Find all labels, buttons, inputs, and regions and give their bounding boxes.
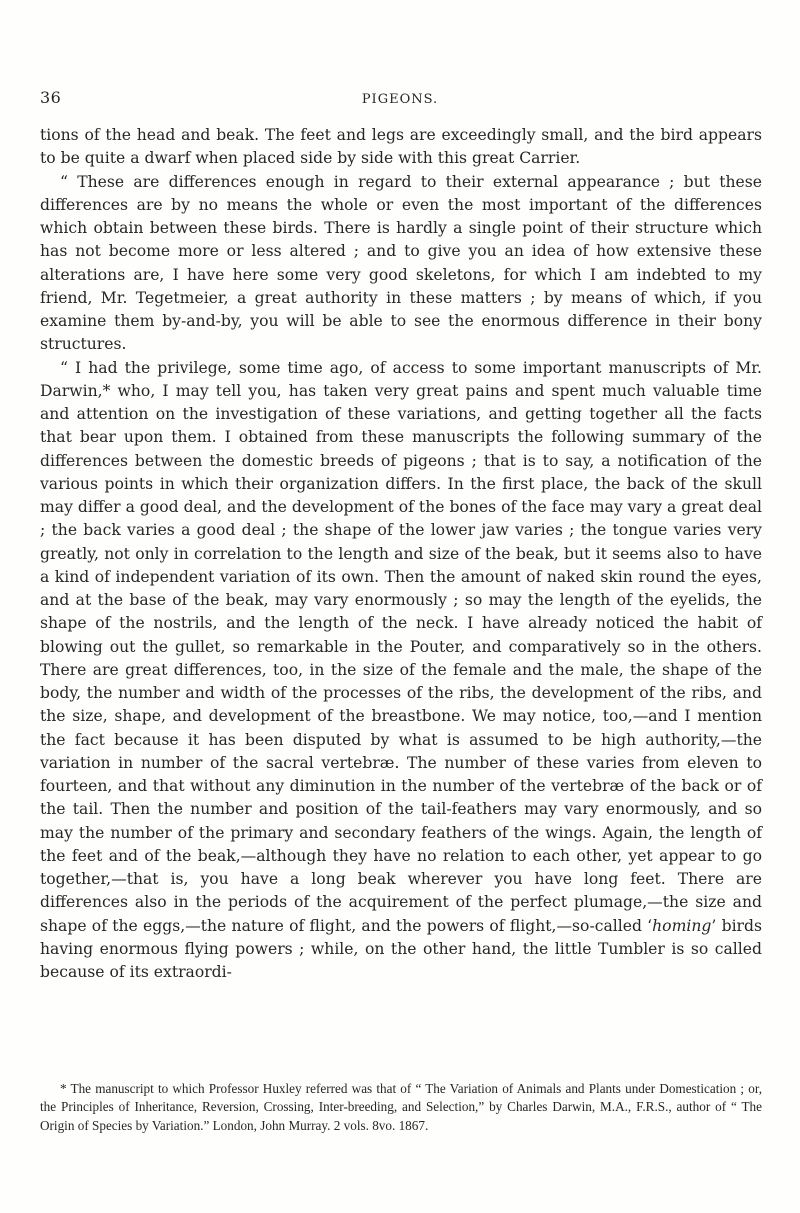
paragraph-differences: “ These are differences enough in regard to their external appearance ; but these differences are by no means the whole or even the most important of the differences which obtain between these birds. There is hardly a single point of their structure which has not become more or less altered ; and to give you an idea of how extensive these alterations are, I have here some very good skeletons, for which I am indebted to my friend, Mr. Tegetmeier, a great authority in these matters ; by means of which, if you examine them by-and-by, you will be able to see the enormous difference in their bony structures. xyxy=(40,172,762,354)
paragraph-text-end: ’ birds having enormous flying powers ; while, on the other hand, the little Tumbler is so called because of its extraordi- xyxy=(40,916,762,981)
paragraph-text: “ I had the privilege, some time ago, of access to some important manuscripts of Mr. Darwin,* who, I may tell you, has taken very great pains and spent much valuable time and attention on the investigation of these variations, and getting together all the facts that bear upon them. I obtained from these manuscripts the following summary of the differences between the domestic breeds of pigeons ; that is to say, a notification of the various points in which their organization differs. In the first place, the back of the skull may differ a good deal, and the development of the bones of the face may vary a great deal ; the back varies a good deal ; the shape of the lower jaw varies ; the tongue varies very greatly, not only in correlation to the length and size of the beak, but it seems also to have a kind of independent variation of its own. Then the amount of naked skin round the eyes, and at the base of the beak, may vary enormously ; so may the length of the eyelids, the shape of the nostrils, and the length of the neck. I have already noticed the habit of blowing out the gullet, so remarkable in the Pouter, and comparatively so in the others. There are great differences, too, in the size of the female and the male, the shape of the body, the number and width of the processes of the ribs, the development of the ribs, and the size, shape, and development of the breastbone. We may notice, too,—and I mention the fact because it has been disputed by what is assumed to be high authority,—the variation in number of the sacral vertebræ. The number of these varies from eleven to fourteen, and that without any diminution in the number of the vertebræ of the back or of the tail. Then the number and position of the tail-feathers may vary enormously, and so may the number of the primary and secondary feathers of the wings. Again, the length of the feet and of the beak,—although they have no relation to each other, yet appear to go together,—that is, you have a long beak wherever you have long feet. There are differences also in the periods of the acquirement of the perfect plumage,—the size and shape of the eggs,—the nature of flight, and the powers of flight,—so-called ‘ xyxy=(40,358,762,935)
body-text xyxy=(40,124,762,984)
footnote: * The manuscript to which Professor Huxley referred was that of “ The Variation of Animals and Plants under Domestication ; or, the Principles of Inheritance, Reversion, Crossing, Inter-breeding, and Selection,” by Charles Darwin, M.A., F.R.S., author of “ The Origin of Species by Variation.” London, John Murray. 2 vols. 8vo. 1867. xyxy=(40,1081,762,1133)
paragraph-darwin-summary xyxy=(40,357,762,985)
page-number: 36 xyxy=(40,88,62,107)
running-head: PIGEONS. xyxy=(361,92,439,107)
paragraph-continued: tions of the head and beak. The feet and legs are exceedingly small, and the bird appears to be quite a dwarf when placed side by side with this great Carrier. xyxy=(40,126,762,168)
italic-term: homing xyxy=(652,916,712,935)
